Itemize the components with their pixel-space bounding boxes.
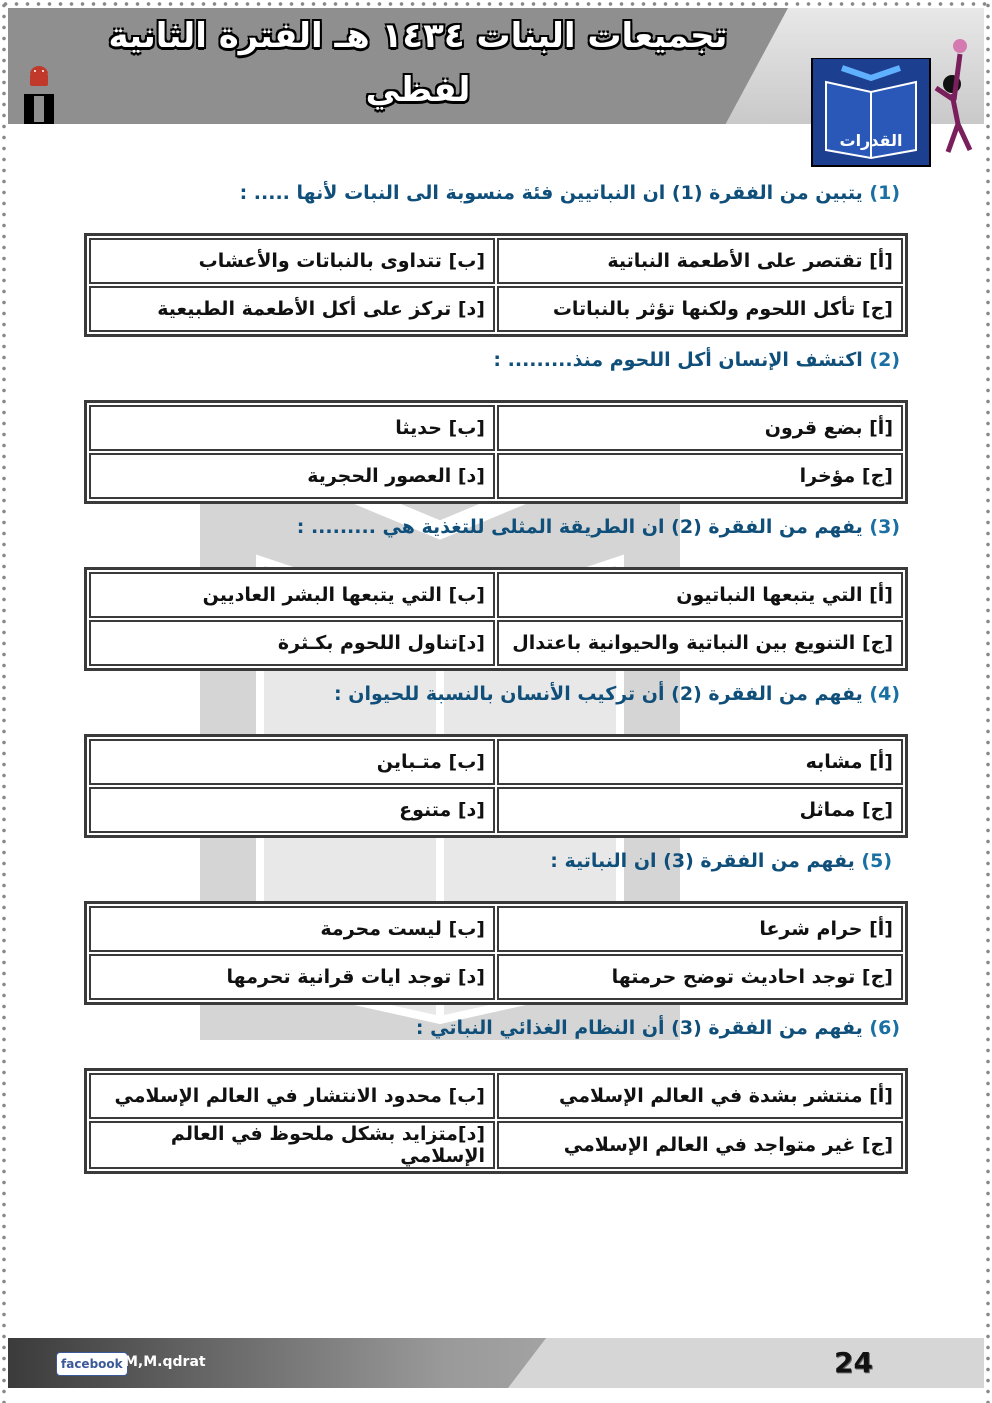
page-subtitle: لفظي <box>365 70 471 110</box>
facebook-badge[interactable]: facebook <box>56 1352 128 1376</box>
question-3: (3) يفهم من الفقرة (2) ان الطريقة المثلى للتغذية هي ......... : <box>296 516 900 538</box>
option-a[interactable]: [أ] التي يتبعها النباتيون <box>497 572 903 618</box>
option-c[interactable]: [ج] توجد احاديث توضح حرمتها <box>497 954 903 1000</box>
option-b[interactable]: [ب] التي يتبعها البشر العاديين <box>89 572 495 618</box>
option-c[interactable]: [ج] مماثل <box>497 787 903 833</box>
question-2: (2) اكتشف الإنسان أكل اللحوم منذ......... : <box>493 349 900 371</box>
question-text: يفهم من الفقرة (3) ان النباتية : <box>550 850 855 872</box>
question-6: (6) يفهم من الفقرة (3) أن النظام الغذائي النباتي : <box>415 1017 900 1039</box>
page-border-top <box>0 0 992 8</box>
page-title: تجميعات البنات ١٤٣٤ هـ الفترة الثانية <box>108 16 728 56</box>
page-number: 24 <box>834 1346 873 1379</box>
options-table-2 <box>84 400 908 504</box>
option-d[interactable]: [د]متزايد بشكل ملحوظ في العالم الإسلامي <box>89 1121 495 1169</box>
option-a[interactable]: [أ] بضع قرون <box>497 405 903 451</box>
option-b[interactable]: [ب] ليست محرمة <box>89 906 495 952</box>
options-table-3 <box>84 567 908 671</box>
qudrat-logo <box>806 58 936 168</box>
option-a[interactable]: [أ] منتشر بشدة في العالم الإسلامي <box>497 1073 903 1119</box>
option-a[interactable]: [أ] تقتصر على الأطعمة النباتية <box>497 238 903 284</box>
option-c[interactable]: [ج] مؤخرا <box>497 453 903 499</box>
option-a[interactable]: [أ] حرام شرعا <box>497 906 903 952</box>
options-table-4 <box>84 734 908 838</box>
page-border-left <box>0 0 8 1403</box>
option-c[interactable]: [ج] تأكل اللحوم ولكنها تؤثر بالنباتات <box>497 286 903 332</box>
option-b[interactable]: [ب] محدود الانتشار في العالم الإسلامي <box>89 1073 495 1119</box>
options-table-5 <box>84 901 908 1005</box>
option-d[interactable]: [د]تناول اللحوم بكـثرة <box>89 620 495 666</box>
svg-text:القدرات: القدرات <box>839 131 903 150</box>
question-text: اكتشف الإنسان أكل اللحوم منذ......... : <box>493 349 863 371</box>
options-table-1 <box>84 233 908 337</box>
facebook-handle[interactable]: M,M.qdrat <box>124 1354 206 1370</box>
option-a[interactable]: [أ] مشابه <box>497 739 903 785</box>
options-table-6 <box>84 1068 908 1174</box>
option-c[interactable]: [ج] التنويع بين النباتية والحيوانية باعتدال <box>497 620 903 666</box>
option-b[interactable]: [ب] متـباين <box>89 739 495 785</box>
option-d[interactable]: [د] تركز على أكل الأطعمة الطبيعية <box>89 286 495 332</box>
android-icon <box>26 66 52 88</box>
question-4: (4) يفهم من الفقرة (2) أن تركيب الأنسان بالنسبة للحيوان : <box>334 683 900 705</box>
option-b[interactable]: [ب] تتداوى بالنباتات والأعشاب <box>89 238 495 284</box>
option-b[interactable]: [ب] حديثا <box>89 405 495 451</box>
figure-icon <box>930 14 978 154</box>
question-1: (1) يتبين من الفقرة (1) ان النباتيين فئة منسوبة الى النبات لأنها ..... : <box>239 182 900 204</box>
qr-code-icon <box>24 94 54 124</box>
question-5: (5) يفهم من الفقرة (3) ان النباتية : <box>550 850 892 872</box>
question-text: يتبين من الفقرة (1) ان النباتيين فئة منسوبة الى النبات لأنها ..... : <box>239 182 863 204</box>
page-border-right <box>984 0 992 1403</box>
question-text: يفهم من الفقرة (2) أن تركيب الأنسان بالنسبة للحيوان : <box>334 683 863 705</box>
footer-band <box>508 1338 984 1388</box>
option-d[interactable]: [د] توجد ايات قرانية تحرمها <box>89 954 495 1000</box>
question-text: يفهم من الفقرة (2) ان الطريقة المثلى للتغذية هي ......... : <box>296 516 863 538</box>
question-text: يفهم من الفقرة (3) أن النظام الغذائي النباتي : <box>415 1017 863 1039</box>
page-footer <box>8 1338 984 1388</box>
option-d[interactable]: [د] العصور الحجرية <box>89 453 495 499</box>
option-c[interactable]: [ج] غير متواجد في العالم الإسلامي <box>497 1121 903 1169</box>
option-d[interactable]: [د] متنوع <box>89 787 495 833</box>
